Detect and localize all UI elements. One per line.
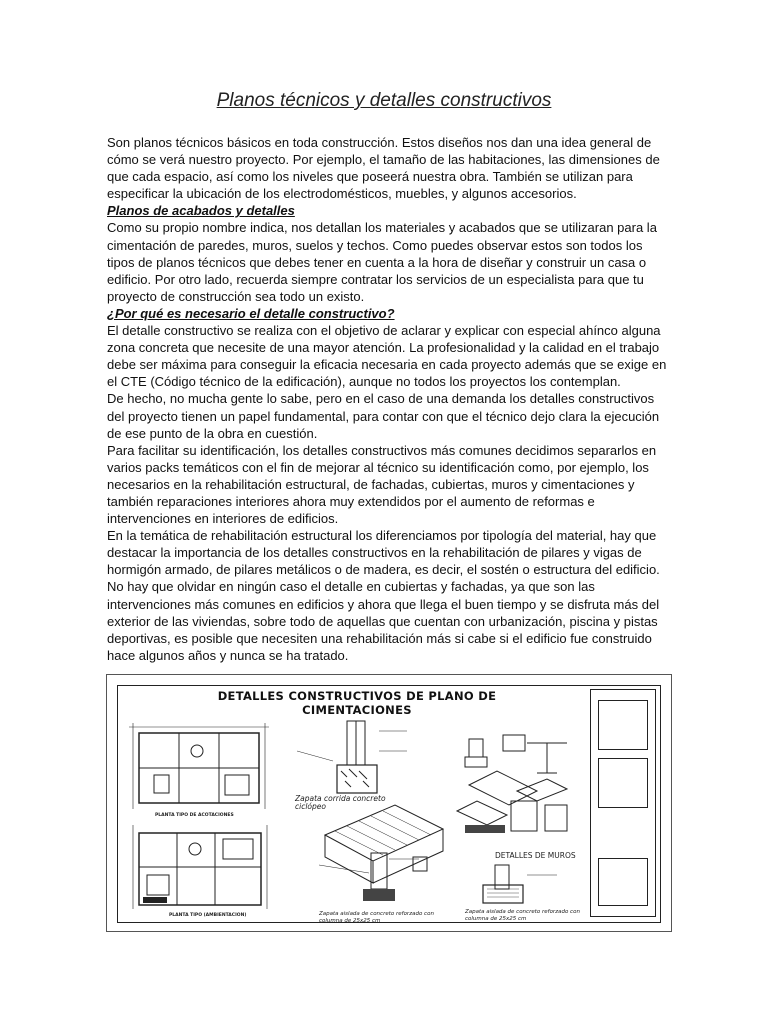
section-heading-necesario: ¿Por qué es necesario el detalle constructivo?: [107, 305, 395, 321]
figure-title: DETALLES CONSTRUCTIVOS DE PLANO DE CIMENTACIONES: [217, 689, 497, 717]
zapata-aislada-detail-b: [483, 865, 557, 903]
intro-paragraph: Son planos técnicos básicos en toda construcción. Estos diseños nos dan una idea general de cómo se verá nuestro proyecto. Por ejemplo, el tamaño de las habitaciones, las dimensiones de que cada espacio, así como los niveles que poseerá nuestra obra. También se utilizan para especificar la ubicación de los electrodomésticos, muebles, y algunos accesorios.: [107, 135, 660, 202]
label-planta-tipo: PLANTA TIPO (AMBIENTACION): [169, 913, 247, 918]
acabados-paragraph: Como su propio nombre indica, nos detallan los materiales y acabados que se utilizaran para la cimentación de paredes, muros, suelos y techos. Como puedes observar estos son todos los tipos de planos técnicos que debes tener en cuenta a la hora de diseñar y construir un casa o edificio. Por otro lado, recuerda siempre contratar los servicios de un especialista para que tu proyecto de construcción sea todo un existo.: [107, 220, 657, 304]
body-paragraph: De hecho, no mucha gente lo sabe, pero en el caso de una demanda los detalles constructivos del proyecto tienen un papel fundamental, para contar con que el técnico dejo clara la ejecución de ese punto de la obra en cuestión.: [107, 391, 660, 441]
wall-details-top: [465, 735, 567, 805]
label-zapata-aislada-b: Zapata aislada de concreto reforzado con columna de 25x25 cm: [465, 909, 580, 922]
zapata-corrida-detail: [297, 721, 407, 793]
body-paragraph: Para facilitar su identificación, los detalles constructivos más comunes decidimos separarlos en varios packs temáticos con el fin de mejorar al técnico su identificación como, por ejemplo, los necesarios en la rehabilitación estructural, de fachadas, cubiertas, muros y cimentaciones y también reparaciones interiores ahora muy extendidos por el aumento de reformas e intervenciones en interiores de edificios.: [107, 442, 657, 527]
label-zapata-corrida: Zapata corrida concreto ciclópeo: [295, 794, 386, 811]
label-planta-acotaciones: PLANTA TIPO DE ACOTACIONES: [155, 813, 234, 818]
title-block: [590, 689, 656, 917]
title-block-box: [598, 758, 648, 808]
blueprint-drawings: [107, 675, 672, 932]
floor-plan-top: [129, 723, 269, 809]
body-paragraph: El detalle constructivo se realiza con el objetivo de aclarar y explicar con especial ahínco alguna zona concreta que necesite de una mayor atención. La profesionalidad y la calidad en el trabajo debe ser máxima para conseguir la eficacia necesaria en cada proyecto además que se exige en el CTE (Código técnico de la edificación), aunque no todos los proyectos los contemplan.: [107, 323, 667, 390]
page-title: Planos técnicos y detalles constructivos: [216, 90, 552, 111]
wall-details-bottom: [457, 801, 567, 833]
section-heading-acabados: Planos de acabados y detalles: [107, 203, 295, 219]
brick-wall-detail: [325, 805, 443, 883]
title-block-box: [598, 858, 648, 906]
title-block-box: [598, 700, 648, 750]
label-detalles-muros: DETALLES DE MUROS: [495, 851, 576, 860]
zapata-aislada-detail-a: [319, 853, 419, 901]
body-paragraph: En la temática de rehabilitación estructural los diferenciamos por tipología del material, hay que destacar la importancia de los detalles constructivos en la rehabilitación de pilares y vigas de hormigón armado, de pilares metálicos o de madera, es decir, el sostén o estructura del edificio. No hay que olvidar en ningún caso el detalle en cubiertas y fachadas, ya que son las intervenciones más comunes en edificios y ahora que llega el buen tiempo y se disfruta más del exterior de las viviendas, sobre todo de aquellas que cuentan con urbanización, piscina y pistas deportivas, es posible que necesiten una rehabilitación más si cabe si el edificio fue construido hace algunos años y nunca se ha tratado.: [107, 528, 660, 663]
article-body: [107, 134, 667, 664]
construction-details-figure: [106, 674, 672, 932]
floor-plan-bottom: [133, 825, 267, 909]
label-zapata-aislada-a: Zapata aislada de concreto reforzado con columna de 25x25 cm: [319, 911, 434, 924]
